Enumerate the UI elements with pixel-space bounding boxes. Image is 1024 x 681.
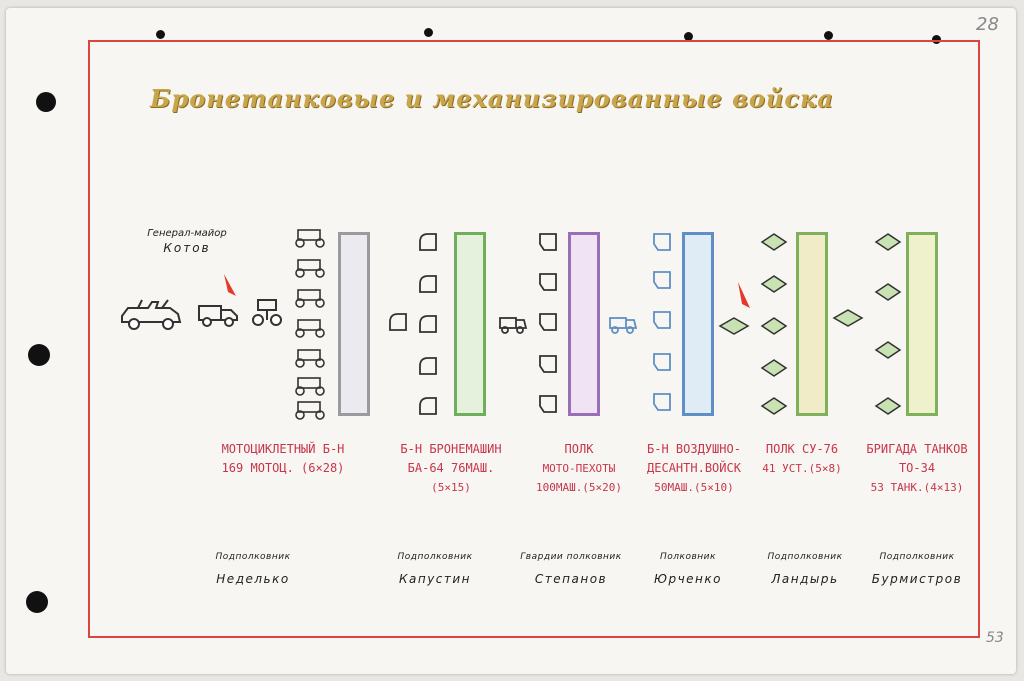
binder-hole-top	[36, 92, 56, 112]
commander-block	[132, 228, 242, 255]
unit-commander-su76-regiment: Подполковник Ландырь	[767, 552, 843, 586]
unit-commander-armored-car-battalion: Подполковник Капустин	[397, 552, 473, 586]
corner-mark: 53	[986, 630, 1004, 646]
airborne-vehicle-column-icon	[608, 228, 680, 420]
unit-bar-su76-regiment	[796, 232, 828, 416]
unit-bar-tank-brigade	[906, 232, 938, 416]
self-propelled-gun-column-icon	[716, 228, 792, 420]
unit-bar-armored-car-battalion	[454, 232, 486, 416]
motorcycle-column-icon	[292, 228, 328, 420]
pin-hole	[424, 28, 433, 37]
pin-hole	[156, 30, 165, 39]
unit-bar-motorcycle-battalion	[338, 232, 370, 416]
unit-label-airborne-battalion: Б-Н ВОЗДУШНО- ДЕСАНТН.ВОЙСК 50МАШ.(5×10)	[647, 442, 741, 494]
armored-car-column-icon	[386, 228, 446, 420]
unit-commander-tank-brigade: Подполковник Бурмистров	[871, 552, 963, 586]
unit-commander-motorcycle-battalion: Подполковник Неделько	[215, 552, 291, 586]
radio-truck-icon	[197, 298, 239, 328]
binder-hole-bottom	[26, 591, 48, 613]
jeep-icon	[118, 296, 184, 332]
unit-label-motorized-infantry-regiment: ПОЛК МОТО-ПЕХОТЫ 100МАШ.(5×20)	[535, 442, 623, 494]
diagram-title: Бронетанковые и механизированные войска	[150, 84, 834, 113]
commander-rank: Генерал-майор	[147, 228, 227, 239]
motorcycle-icon	[250, 294, 284, 328]
unit-label-armored-car-battalion: Б-Н БРОНЕМАШИН БА-64 76МАШ. (5×15)	[400, 442, 502, 494]
unit-label-tank-brigade: БРИГАДА ТАНКОВ ТО-34 53 ТАНК.(4×13)	[866, 442, 968, 494]
command-flag-icon	[220, 272, 240, 302]
tank-column-icon	[832, 228, 908, 420]
commander-name: Котов	[163, 241, 211, 255]
unit-label-su76-regiment: ПОЛК СУ-76 41 УСТ.(5×8)	[762, 442, 842, 475]
infantry-truck-column-icon	[498, 228, 564, 420]
page-number: 28	[976, 14, 999, 35]
unit-commander-airborne-battalion: Полковник Юрченко	[654, 552, 722, 586]
unit-bar-airborne-battalion	[682, 232, 714, 416]
binder-hole-middle	[28, 344, 50, 366]
unit-bar-motorized-infantry-regiment	[568, 232, 600, 416]
unit-commander-motorized-infantry-regiment: Гвардии полковник Степанов	[520, 552, 622, 586]
pin-hole	[824, 31, 833, 40]
unit-label-motorcycle-battalion: МОТОЦИКЛЕТНЫЙ Б-Н 169 МОТОЦ. (6×28)	[221, 442, 345, 475]
